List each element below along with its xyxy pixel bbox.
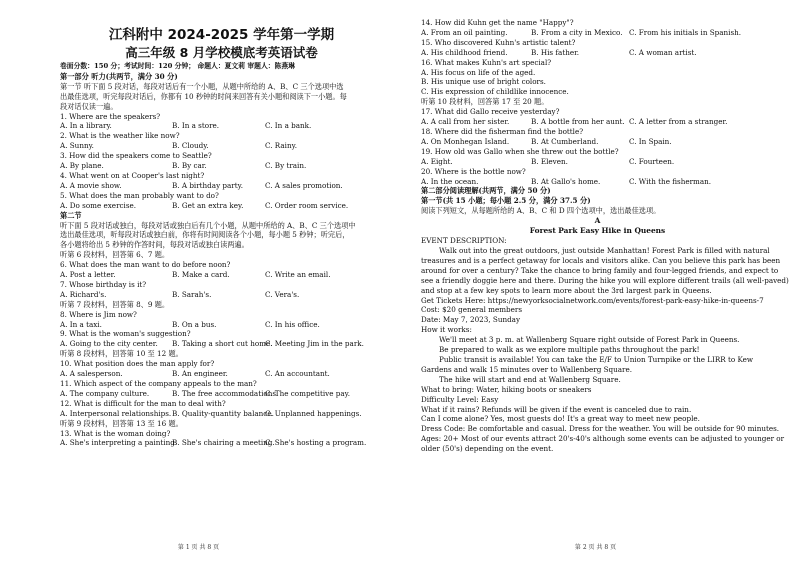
listening-material-10: 听第 10 段材料，回答第 17 至 20 题。 <box>421 97 549 107</box>
option-a: A. His childhood friend. <box>421 47 508 57</box>
option-c: C. Unplanned happenings. <box>265 408 362 418</box>
option-a: A. Going to the city center. <box>60 339 158 349</box>
option-b: B. Sarah's. <box>172 289 212 299</box>
passage-paragraph-line: treasures and is a perfect getaway for locals and visitors alike. Can you believe this park has been <box>421 255 781 265</box>
passage-letter: A <box>594 216 601 226</box>
question-2: 2. What is the weather like now? <box>60 131 180 141</box>
passage-paragraph-line: around for over a century? Take the chance to bring family and four-legged friends, and expect to <box>421 265 779 275</box>
option-b: B. An engineer. <box>172 369 228 379</box>
question-9-options <box>60 339 383 349</box>
question-17: 17. What did Gallo receive yesterday? <box>421 107 560 117</box>
option-a: A. In a library. <box>60 121 112 131</box>
page-number: 第 2 页 共 8 页 <box>574 544 617 551</box>
part2-instruction: 阅读下列短文，从每题所给的 A、B、C 和 D 四个选项中，选出最佳选项。 <box>421 206 661 216</box>
date-info: Date: May 7, 2023, Sunday <box>421 315 521 325</box>
option-b: B. On a bus. <box>172 319 217 329</box>
question-14-options <box>421 28 774 38</box>
section2-instruction-2: 选出最佳选项，听每段对话或独白前，你将有时间阅读各个小题，每小题 5 秒钟；听完后， <box>60 230 350 240</box>
page-number: 第 1 页 共 8 页 <box>177 544 220 551</box>
how-it-works-line: Be prepared to walk as we explore multiple paths throughout the park! <box>439 345 700 355</box>
part2-section1-heading: 第一节(共 15 小题；每小题 2.5 分，满分 37.5 分) <box>421 196 591 206</box>
section2-heading: 第二节 <box>60 210 82 220</box>
option-a: A. From an oil painting. <box>421 27 508 37</box>
option-a: A. Richard's. <box>60 289 107 299</box>
listening-material-8: 听第 8 段材料，回答第 10 至 12 题。 <box>60 349 183 359</box>
exam-meta: 卷面分数：150 分；考试时间：120 分钟； 命题人：夏文莉 审题人：陈燕琳 <box>60 62 295 70</box>
option-a: A. Do some exercise. <box>60 200 137 210</box>
option-b: B. At Cumberland. <box>531 136 599 146</box>
question-5: 5. What does the man probably want to do? <box>60 190 219 200</box>
come-alone-info: Can I come alone? Yes, most guests do! It's a great way to meet new people. <box>421 414 700 424</box>
listening-material-9: 听第 9 段材料，回答第 13 至 16 题。 <box>60 418 183 428</box>
option-b: B. She's chairing a meeting. <box>172 438 275 448</box>
listening-material-7: 听第 7 段材料，回答第 8、9 题。 <box>60 299 170 309</box>
option-b: B. By car. <box>172 161 207 171</box>
section1-instruction-1: 第一节 听下面 5 段对话，每段对话后有一个小题，从题中所给的 A、B、C 三个选项中选 <box>60 81 344 91</box>
question-7: 7. Whose birthday is it? <box>60 279 147 289</box>
question-13-options <box>60 438 383 448</box>
question-16: 16. What makes Kuhn's art special? <box>421 57 552 67</box>
how-it-works-line: Public transit is available! You can take the E/F to Union Turnpike or the LIRR to Kew <box>439 355 754 364</box>
option-b: B. Cloudy. <box>172 141 209 151</box>
option-b: B. Taking a short cut home. <box>172 339 273 349</box>
question-18: 18. Where did the fisherman find the bottle? <box>421 126 584 136</box>
option-c: C. Write an email. <box>265 270 331 280</box>
rain-policy: What if it rains? Refunds will be given if the event is canceled due to rain. <box>421 404 692 414</box>
question-20: 20. Where is the bottle now? <box>421 166 526 176</box>
section1-instruction-2: 出最佳选项，听完每段对话后，你都有 10 秒钟的时间来回答有关小题和阅读下一小题。每 <box>60 91 347 101</box>
question-17-options <box>421 117 774 127</box>
question-3: 3. How did the speakers come to Seattle? <box>60 151 212 161</box>
section1-instruction-3: 段对话仅读一遍。 <box>60 101 118 111</box>
option-c: C. An accountant. <box>265 369 330 379</box>
how-it-works-line: The hike will start and end at Wallenberg Square. <box>439 374 621 384</box>
question-12: 12. What is difficult for the man to deal with? <box>60 398 226 408</box>
option-c: C. Meeting Jim in the park. <box>265 339 364 349</box>
exam-subtitle: 高三年级 8 月学校模底考英语试卷 <box>125 45 318 60</box>
question-5-options <box>60 201 383 211</box>
question-19: 19. How old was Gallo when she threw out the bottle? <box>421 146 619 156</box>
option-b: B. The free accommodations. <box>172 388 279 398</box>
option-c: C. In Spain. <box>629 136 672 146</box>
question-4-options <box>60 181 383 191</box>
question-3-options <box>60 161 383 171</box>
section2-instruction-1: 听下面 5 段对话或独白，每段对话或独白后有几个小题，从题中所给的 A、B、C 三个选项中 <box>60 220 356 230</box>
how-it-works-line: Gardens and walk 15 minutes over to Wallenberg Square. <box>421 364 632 374</box>
option-a: A. In a taxi. <box>60 319 102 329</box>
option-a: A. His focus on life of the aged. <box>421 67 536 77</box>
question-2-options <box>60 141 383 151</box>
option-c: C. The competitive pay. <box>265 388 351 398</box>
difficulty-level: Difficulty Level: Easy <box>421 394 499 404</box>
option-a: A. Eight. <box>421 156 453 166</box>
question-12-options <box>60 409 383 419</box>
question-8: 8. Where is Jim now? <box>60 309 137 319</box>
option-b: B. Quality-quantity balance. <box>172 408 274 418</box>
ages-info: Ages: 20+ Most of our events attract 20's-40's although some events can be adjusted to younger or <box>421 434 785 444</box>
option-c: C. With the fisherman. <box>629 176 712 186</box>
passage-paragraph-line: and stop at a few key spots to learn more about the 3rd largest park in Queens. <box>421 285 712 295</box>
option-c: C. In his office. <box>265 319 320 329</box>
option-b: B. At Gallo's home. <box>531 176 601 186</box>
option-b: B. A birthday party. <box>172 180 244 190</box>
option-a: A. A salesperson. <box>60 369 123 379</box>
option-c: C. Vera's. <box>265 289 300 299</box>
option-c: C. A sales promotion. <box>265 180 343 190</box>
exam-page-2 <box>397 0 794 561</box>
option-a: A. In the ocean. <box>421 176 479 186</box>
option-b: B. Eleven. <box>531 156 568 166</box>
question-10: 10. What position does the man apply for? <box>60 359 215 369</box>
question-14: 14. How did Kuhn get the name "Happy"? <box>421 18 574 27</box>
dress-code: Dress Code: Be comfortable and casual. Dress for the weather. You will be outside for 90 minutes. <box>421 424 780 434</box>
option-b: B. Make a card. <box>172 270 230 280</box>
option-c: C. Order room service. <box>265 200 349 210</box>
passage-paragraph-line: Walk out into the great outdoors, just outside Manhattan! Forest Park is filled with natural <box>439 246 770 256</box>
option-b: B. A bottle from her aunt. <box>531 117 625 127</box>
tickets-info: Get Tickets Here: https://newyorksocialnetwork.com/events/forest-park-easy-hike-in-queens-7 <box>421 295 764 305</box>
question-15-options <box>421 48 774 58</box>
part2-heading: 第二部分阅读理解(共两节，满分 50 分) <box>421 186 551 196</box>
option-c: C. Fourteen. <box>629 156 675 166</box>
exam-title: 江科附中 2024-2025 学年第一学期 <box>108 27 335 43</box>
option-b: B. Get an extra key. <box>172 200 244 210</box>
option-a: A. By plane. <box>60 161 104 171</box>
option-a: A. Sunny. <box>60 141 94 151</box>
option-b: B. In a store. <box>172 121 220 131</box>
passage-paragraph-line: see a friendly doggie here and there. During the hike you will explore different trails (all well-paved) <box>421 275 789 285</box>
section2-instruction-3: 各小题将给出 5 秒钟的作答时间，每段对话或独白读两遍。 <box>60 240 249 250</box>
option-a: A. Interpersonal relationships. <box>60 408 172 418</box>
option-c: C. By train. <box>265 161 307 171</box>
question-10-options <box>60 369 383 379</box>
option-b: B. His father. <box>531 47 580 57</box>
question-13: 13. What is the woman doing? <box>60 428 171 438</box>
listening-material-6: 听第 6 段材料，回答第 6、7 题。 <box>60 250 170 260</box>
question-19-options <box>421 157 774 167</box>
how-it-works-line: We'll meet at 3 p. m. at Wallenberg Square right outside of Forest Park in Queens. <box>439 335 740 345</box>
what-to-bring: What to bring: Water, hiking boots or sneakers <box>421 384 592 394</box>
option-a: A. On Monhegan Island. <box>421 136 510 146</box>
option-c: C. In a bank. <box>265 121 312 131</box>
question-15: 15. Who discovered Kuhn's artistic talent? <box>421 37 576 47</box>
option-a: A. Post a letter. <box>60 270 116 280</box>
question-9: 9. What is the woman's suggestion? <box>60 329 191 339</box>
question-6: 6. What does the man want to do before noon? <box>60 260 231 270</box>
option-c: C. From his initials in Spanish. <box>629 27 742 37</box>
question-18-options <box>421 137 774 147</box>
question-11-options <box>60 389 383 399</box>
event-description-label: EVENT DESCRIPTION: <box>421 236 507 246</box>
question-8-options <box>60 320 383 330</box>
question-6-options <box>60 270 383 280</box>
option-a: A. A call from her sister. <box>421 117 510 127</box>
option-c: C. A woman artist. <box>629 47 697 57</box>
question-7-options <box>60 290 383 300</box>
how-it-works-label: How it works: <box>421 325 472 335</box>
question-20-options <box>421 177 774 187</box>
part1-heading: 第一部分 听力(共两节，满分 30 分) <box>60 71 178 81</box>
question-11: 11. Which aspect of the company appeals to the man? <box>60 379 257 388</box>
ages-info: older (50's) depending on the event. <box>421 444 554 454</box>
option-c: C. A letter from a stranger. <box>629 117 728 127</box>
question-1-options <box>60 121 383 131</box>
question-1: 1. Where are the speakers? <box>60 111 161 121</box>
question-4: 4. What went on at Cooper's last night? <box>60 170 205 180</box>
option-b: B. From a city in Mexico. <box>531 27 623 37</box>
option-c: C. His expression of childlike innocence. <box>421 87 569 97</box>
option-b: B. His unique use of bright colors. <box>421 77 546 87</box>
cost-info: Cost: $20 general members <box>421 305 523 315</box>
option-c: C. Rainy. <box>265 141 297 151</box>
option-a: A. The company culture. <box>60 388 150 398</box>
option-c: C. She's hosting a program. <box>265 438 367 448</box>
passage-title: Forest Park Easy Hike in Queens <box>529 226 666 236</box>
option-a: A. A movie show. <box>60 180 122 190</box>
option-a: A. She's interpreting a painting. <box>60 438 178 448</box>
